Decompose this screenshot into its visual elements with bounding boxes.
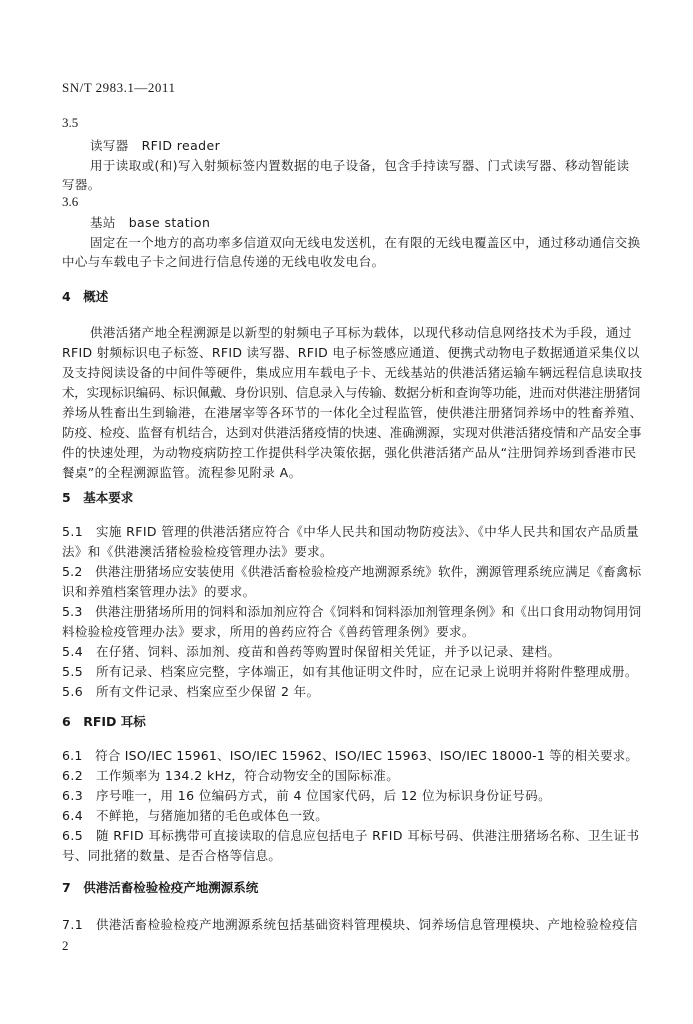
clause-line: 法》和《供港澳活猪检验检疫管理办法》要求。 (62, 544, 333, 559)
clause-line: 料检验检疫管理办法》要求，所用的兽药应符合《兽药管理条例》要求。 (62, 624, 475, 639)
clause-line: 5.6 所有文件记录、档案应至少保留 2 年。 (62, 684, 320, 699)
clause-line: 6.3 序号唯一，用 16 位编码方式，前 4 位国家代码，后 12 位为标识身份证号码。 (62, 788, 551, 803)
paragraph-line: 写器。 (62, 177, 101, 192)
section-heading-7: 7 供港活畜检验检疫产地溯源系统 (62, 880, 259, 895)
paragraph-line: 用于读取或(和)写入射频标签内置数据的电子设备，包含手持读写器、门式读写器、移动智能读 (90, 158, 630, 173)
section-number-3-5: 3.5 (62, 115, 79, 130)
paragraph-line: 中心与车载电子卡之间进行信息传递的无线电收发电台。 (62, 254, 385, 269)
clause-line: 6.1 符合 ISO/IEC 15961、ISO/IEC 15962、ISO/IEC 15963、ISO/IEC 18000-1 等的相关要求。 (62, 748, 639, 763)
section-heading-5: 5 基本要求 (62, 490, 134, 505)
clause-line: 5.1 实施 RFID 管理的供港活猪应符合《中华人民共和国动物防疫法》、《中华人民共和国农产品质量 (62, 524, 640, 539)
paragraph-line: 件的快速处理，为动物疫病防控工作提供科学决策依据，强化供港活猪产品从“注册饲养场到香港市民 (62, 445, 637, 460)
paragraph-line: 餐桌”的全程溯源监管。流程参见附录 A。 (62, 465, 302, 480)
paragraph-line: 供港活猪产地全程溯源是以新型的射频电子耳标为载体，以现代移动信息网络技术为手段，通过 (90, 325, 632, 340)
paragraph-line: 及支持阅读设备的中间件等硬件，集成应用车载电子卡、无线基站的供港活猪运输车辆远程信息读取技 (62, 365, 643, 380)
clause-line: 5.4 在仔猪、饲料、添加剂、疫苗和兽药等购置时保留相关凭证，并予以记录、建档。 (62, 644, 561, 659)
clause-line: 6.2 工作频率为 134.2 kHz，符合动物安全的国际标准。 (62, 768, 400, 783)
section-number-3-6: 3.6 (62, 194, 79, 209)
page-number: 2 (62, 938, 69, 953)
clause-line: 5.2 供港注册猪场应安装使用《供港活畜检验检疫产地溯源系统》软件，溯源管理系统应满足《畜禽标 (62, 564, 642, 579)
clause-line: 6.5 随 RFID 耳标携带可直接读取的信息应包括电子 RFID 耳标号码、供港注册猪场名称、卫生证书 (62, 828, 640, 843)
paragraph-line: 防疫、检疫、监督有机结合，达到对供港活猪疫情的快速、准确溯源，实现对供港活猪疫情和产品安全事 (62, 425, 642, 440)
clause-line: 识和养殖档案管理办法》的要求。 (62, 584, 256, 599)
clause-line: 5.3 供港注册猪场所用的饲料和添加剂应符合《饲料和饲料添加剂管理条例》和《出口食用动物饲用饲 (62, 604, 642, 619)
clause-line: 6.4 不鲜艳，与猪施加猪的毛色或体色一致。 (62, 808, 329, 823)
clause-line: 号、同批猪的数量、是否合格等信息。 (62, 848, 282, 863)
paragraph-line: 固定在一个地方的高功率多信道双向无线电发送机，在有限的无线电覆盖区中，通过移动通信交换 (90, 235, 641, 250)
section-heading-6: 6 RFID 耳标 (62, 714, 146, 729)
paragraph-line: RFID 射频标识电子标签、RFID 读写器、RFID 电子标签感应通道、便携式动物电子数据通道采集仪以 (62, 345, 640, 360)
clause-line: 7.1 供港活畜检验检疫产地溯源系统包括基础资料管理模块、饲养场信息管理模块、产地检验检疫信 (62, 917, 638, 932)
paragraph-line: 养场从牲畜出生到输港，在港屠宰等各环节的一体化全过程监管，使供港注册猪饲养场中的牲畜养殖、 (62, 405, 643, 420)
term-base-station: 基站 base station (90, 215, 211, 230)
term-rfid-reader: 读写器 RFID reader (90, 138, 221, 153)
section-heading-4: 4 概述 (62, 289, 109, 304)
paragraph-line: 术，实现标识编码、标识佩戴、身份识别、信息录入与传输、数据分析和查询等功能，进而对供港注册猪饲 (62, 385, 641, 400)
standard-code: SN/T 2983.1—2011 (62, 80, 176, 95)
clause-line: 5.5 所有记录、档案应完整，字体端正，如有其他证明文件时，应在记录上说明并将附件整理成册。 (62, 664, 638, 679)
